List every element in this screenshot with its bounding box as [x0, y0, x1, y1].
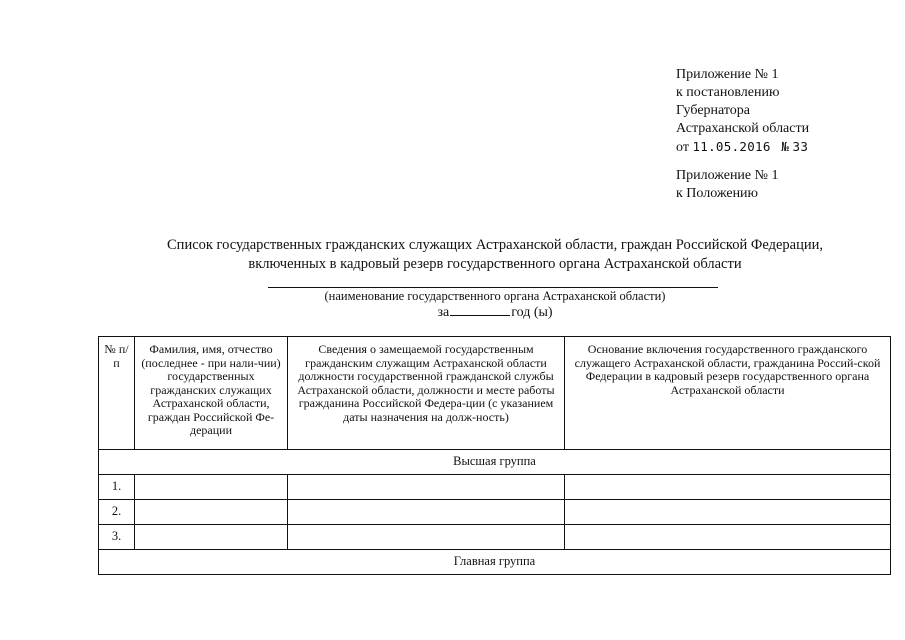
appendix-line: Приложение № 1: [676, 168, 779, 183]
table-cell: [565, 475, 891, 500]
table-cell: [288, 475, 565, 500]
table-cell: [565, 500, 891, 525]
row-number: 1.: [99, 475, 135, 500]
year-blank: [450, 303, 510, 316]
header-inclusion-basis: Основание включения государственного гражданского служащего Астраханской области, гражданина Россий-ской Федерации в кадровый резерв государственного органа Астраханской области: [565, 337, 891, 450]
header-number: № п/п: [99, 337, 135, 450]
table-cell: [135, 475, 288, 500]
org-caption: (наименование государственного органа Астраханской области): [324, 289, 666, 303]
year-line: [100, 303, 890, 321]
table-cell: [288, 525, 565, 550]
group-row: [99, 550, 891, 575]
table-row: [99, 475, 891, 500]
reserve-table: [98, 336, 891, 575]
appendix-line: Приложение № 1: [676, 67, 779, 82]
appendix-regulation-block: [676, 167, 779, 203]
header-position-info: Сведения о замещаемой государственным гражданским служащим Астраханской области должности государственной гражданской службы Астраханской области, должности и месте работы гражданина Российской Федера-ции (с указанием даты назначения на долж-ность): [288, 337, 565, 450]
table-cell: [135, 500, 288, 525]
date-prefix: от: [676, 140, 689, 155]
header-full-name: Фамилия, имя, отчество (последнее - при нали-чии) государственных гражданских служащих Астраханской области, граждан Российской Фе-дерации: [135, 337, 288, 450]
org-name-underline: [268, 287, 718, 288]
table-header-row: [99, 337, 891, 450]
table-row: [99, 500, 891, 525]
appendix-line: Губернатора: [676, 103, 751, 118]
row-number: 3.: [99, 525, 135, 550]
table-cell: [288, 500, 565, 525]
decree-number: 33: [792, 139, 809, 154]
decree-date: 11.05.2016: [692, 139, 771, 154]
group-row: [99, 450, 891, 475]
appendix-block: [676, 66, 809, 157]
title-line: включенных в кадровый резерв государственного органа Астраханской области: [248, 256, 742, 272]
appendix-line: к постановлению: [676, 85, 780, 100]
document-title: [100, 236, 890, 274]
number-sign: №: [781, 139, 790, 154]
appendix-date-line: [676, 138, 809, 157]
group-label: Главная группа: [99, 550, 891, 575]
group-label: Высшая группа: [99, 450, 891, 475]
title-line: Список государственных гражданских служащих Астраханской области, граждан Российской Федерации,: [167, 237, 823, 253]
table-row: [99, 525, 891, 550]
table-cell: [565, 525, 891, 550]
year-suffix: год (ы): [511, 305, 553, 320]
appendix-line: Астраханской области: [676, 121, 810, 136]
table-cell: [135, 525, 288, 550]
appendix-line: к Положению: [676, 186, 759, 201]
row-number: 2.: [99, 500, 135, 525]
year-prefix: за: [437, 305, 450, 320]
